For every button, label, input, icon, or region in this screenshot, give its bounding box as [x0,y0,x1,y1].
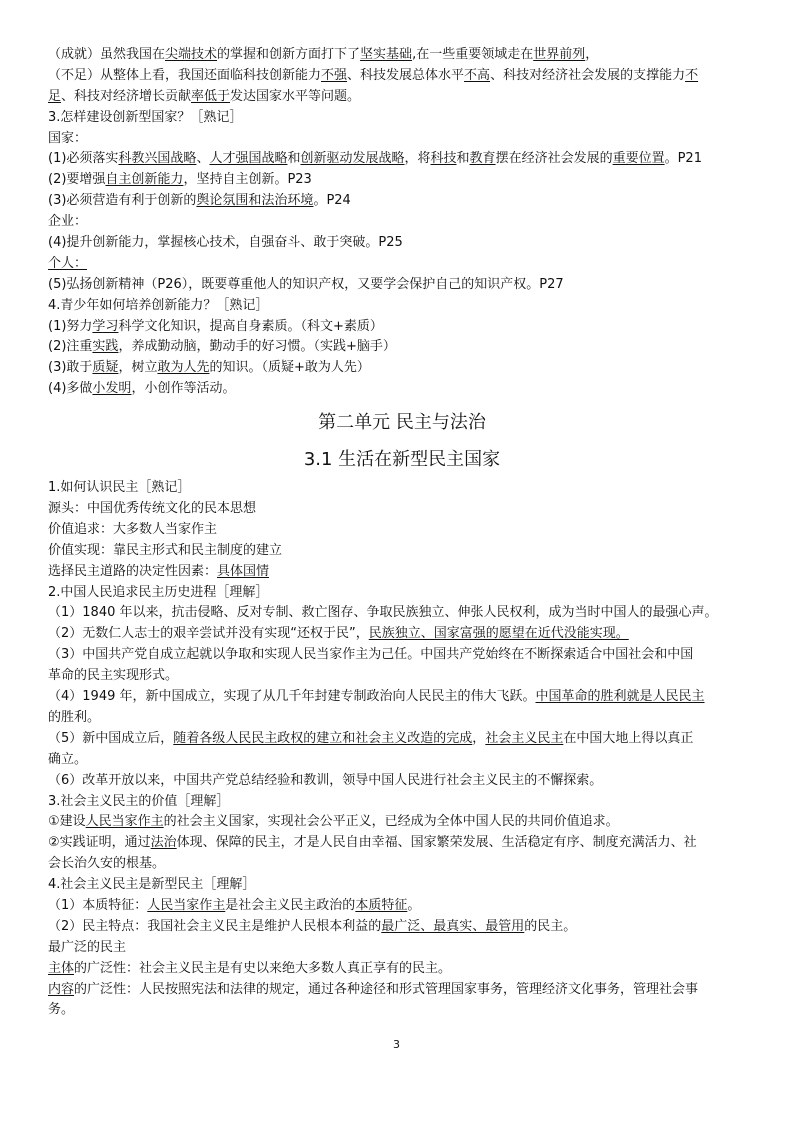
text-run: ，树立 [118,360,158,376]
text-run: 第二单元 民主与法治 [318,412,486,434]
underlined-text: 最广泛、最真实、最管用 [381,918,525,934]
underlined-text: 重要位置 [612,151,665,167]
text-line [48,520,756,541]
text-run: (5)弘扬创新精神（P26），既要尊重他人的知识产权，又要学会保护自己的知识产权。P27 [48,276,564,292]
underlined-text: 舆论氛围和法治环境 [196,193,314,209]
text-run: 3.1 生活在新型民主国家 [303,449,501,471]
text-run: （1）1840 年以来，抗击侵略、反对专制、救亡图存、争取民族独立、伸张人民权利，成为当时中国人的最强心声。 [48,605,718,621]
text-run: 3.社会主义民主的价值［理解］ [48,793,230,809]
text-run: (2)注重 [48,339,93,355]
underlined-text: 实践 [92,339,119,355]
text-line [48,170,756,191]
text-run: （不足）从整体上看，我国还面临科技创新能力 [48,67,322,83]
text-line [48,980,756,1001]
underlined-text: 质疑 [92,360,119,376]
section-heading [48,442,756,478]
text-line [48,959,756,980]
text-run: 、科技发展总体水平 [347,67,465,83]
text-run: 价值实现：靠民主形式和民主制度的建立 [48,542,283,558]
underlined-text: 民族独立、国家富强的愿望在近代没能实现。 [368,626,629,642]
text-run: 的胜利。 [48,709,101,725]
text-run: (4)提升创新能力，掌握核心技术，自强奋斗、敢于突破。P25 [48,235,403,251]
text-line [48,771,756,792]
text-line [48,45,756,66]
underlined-text: 教育 [469,151,496,167]
text-run: 的广泛性：社会主义民主是有史以来绝大多数人真正享有的民主。 [74,960,452,976]
text-line [48,317,756,338]
text-run: 的民主。 [524,918,577,934]
text-line [48,562,756,583]
text-line [48,108,756,129]
text-run: (2)要增强 [48,172,106,188]
text-line [48,624,756,645]
text-run: ，坚持自主创新。P23 [183,172,312,188]
underlined-text: 本质特征 [355,897,408,913]
text-run: (3)敢于 [48,360,93,376]
text-line [48,812,756,833]
text-run: ①建设 [48,814,86,830]
text-run: 价值追求：大多数人当家作主 [48,521,218,537]
text-line [48,687,756,708]
text-run: （4）1949 年，新中国成立，实现了从几千年封建专制政治向人民民主的伟大飞跃。 [48,689,536,705]
text-line [48,379,756,400]
text-run: 会长治久安的根基。 [48,856,166,872]
underlined-text: 自主创新能力 [105,172,184,188]
text-run: 。P21 [664,151,702,167]
underlined-text: 人才强国战略 [209,151,288,167]
text-line [48,708,756,729]
text-run: 的社会主义国家，实现社会公平正义，已经成为全体中国人民的共同价值追求。 [163,814,619,830]
text-line [48,729,756,750]
underlined-text: 率低于 [191,88,231,104]
text-run: 3.怎样建设创新型国家？［熟记］ [48,109,243,125]
text-run: 确立。 [48,751,88,767]
text-run: 的掌握和创新方面打下了 [217,47,361,62]
underlined-text: 世界前列 [533,47,586,62]
text-run: 体现、保障的民主，才是人民自由幸福、国家繁荣发展、生活稳定有序、制度充满活力、社 [176,835,697,851]
text-line [48,149,756,170]
underlined-text: 尖端技术 [165,47,218,62]
text-run: 。 [407,897,421,913]
text-run: (3)必须营造有利于创新的 [48,193,197,209]
text-line [48,583,756,604]
text-run: 科学文化知识，提高自身素质。（科文+素质） [118,318,383,334]
page-number: 3 [393,1038,400,1051]
text-run: （成就）虽然我国在 [48,47,166,62]
underlined-text: 创新驱动发展战略 [300,151,405,167]
underlined-text: 敢为人先 [157,360,210,376]
text-line [48,358,756,379]
text-run: 、科技对经济增长贡献 [61,88,192,104]
text-line [48,875,756,896]
text-line [48,645,756,666]
text-run: ,在一些重要领域走在 [412,47,534,62]
text-run: ， [585,47,599,62]
text-run: 1.如何认识民主［熟记］ [48,480,191,496]
text-run: 2.中国人民追求民主历史进程［理解］ [48,584,269,600]
text-line [48,854,756,875]
text-run: 、 [196,151,210,167]
underlined-text: 社会主义民主 [485,730,564,746]
underlined-text: 具体国情 [217,563,270,579]
underlined-text: 坚实基础 [360,47,413,62]
underlined-text: 人民当家作主 [147,897,226,913]
text-line [48,87,756,108]
text-run: 4.社会主义民主是新型民主［理解］ [48,877,256,893]
text-line [48,275,756,296]
text-line [48,833,756,854]
text-run: 最广泛的民主 [48,939,127,955]
underlined-text: 主体 [48,960,75,976]
text-run: （5）新中国成立后， [48,730,174,746]
text-line [48,541,756,562]
text-line [48,603,756,624]
text-run: 国家： [48,130,88,146]
underlined-text: 中国革命的胜利就是人民民主 [535,689,705,705]
text-run: 选择民主道路的决定性因素： [48,563,218,579]
text-run: （2）民主特点：我国社会主义民主是维护人民根本利益的 [48,918,382,934]
underlined-text: 小发明 [92,381,132,397]
text-run: 的广泛性：人民按照宪法和法律的规定，通过各种途径和形式管理国家事务，管理经济文化事务，管理社会事 [74,981,699,997]
text-run: 和 [456,151,470,167]
text-run: 是社会主义民主政治的 [225,897,356,913]
text-run: 和 [287,151,301,167]
text-line [48,233,756,254]
text-run: (1)必须落实 [48,151,119,167]
text-run: ， [472,730,486,746]
text-run: (1)努力 [48,318,93,334]
text-run: 源头：中国优秀传统文化的民本思想 [48,501,257,517]
text-run: 、科技对经济社会发展的支撑能力 [490,67,686,83]
text-run: （1）本质特征： [48,897,148,913]
text-line [48,792,756,813]
text-run: 。P24 [313,193,351,209]
text-run: 的知识。（质疑+敢为人先） [209,360,370,376]
underlined-text: 足 [48,88,62,104]
text-line [48,478,756,499]
text-run: （6）改革开放以来，中国共产党总结经验和教训，领导中国人民进行社会主义民主的不懈探索。 [48,772,603,788]
underlined-text: 不强 [321,67,348,83]
text-run: 4.青少年如何培养创新能力？［熟记］ [48,297,269,313]
text-line [48,296,756,317]
underlined-text: 法治 [150,835,177,851]
text-line [48,66,756,87]
document-body [48,45,756,1021]
text-run: ②实践证明，通过 [48,835,151,851]
text-run: ，将 [404,151,431,167]
text-line [48,1000,756,1021]
text-line [48,750,756,771]
text-line [48,337,756,358]
text-line [48,499,756,520]
text-run: 企业： [48,214,88,230]
text-line [48,129,756,150]
text-line [48,896,756,917]
underlined-text: 个人： [48,255,88,271]
underlined-text: 科技 [430,151,457,167]
text-run: 发达国家水平等问题。 [230,88,361,104]
text-line [48,938,756,959]
section-heading [48,406,756,440]
text-line [48,212,756,233]
text-run: (4)多做 [48,381,93,397]
text-run: 革命的民主实现形式。 [48,668,179,684]
underlined-text: 不高 [464,67,491,83]
underlined-text: 随着各级人民民主政权的建立和社会主义改造的完成 [173,730,473,746]
text-run: （3）中国共产党自成立起就以争取和实现人民当家作主为己任。中国共产党始终在不断探索适合中国社会和中国 [48,647,694,663]
text-run: ，小创作等活动。 [131,381,236,397]
text-line [48,666,756,687]
underlined-text: 学习 [92,318,119,334]
text-line [48,254,756,275]
text-run: 务。 [48,1002,75,1018]
text-run: 摆在经济社会发展的 [495,151,613,167]
text-line [48,917,756,938]
text-run: ，养成勤动脑，勤动手的好习惯。（实践+脑手） [118,339,396,355]
underlined-text: 不 [685,67,699,83]
underlined-text: 科教兴国战略 [118,151,197,167]
text-run: 在中国大地上得以真正 [563,730,694,746]
underlined-text: 人民当家作主 [85,814,164,830]
text-run: （2）无数仁人志士的艰辛尝试并没有实现“还权于民”， [48,626,369,642]
text-line [48,191,756,212]
underlined-text: 内容 [48,981,75,997]
